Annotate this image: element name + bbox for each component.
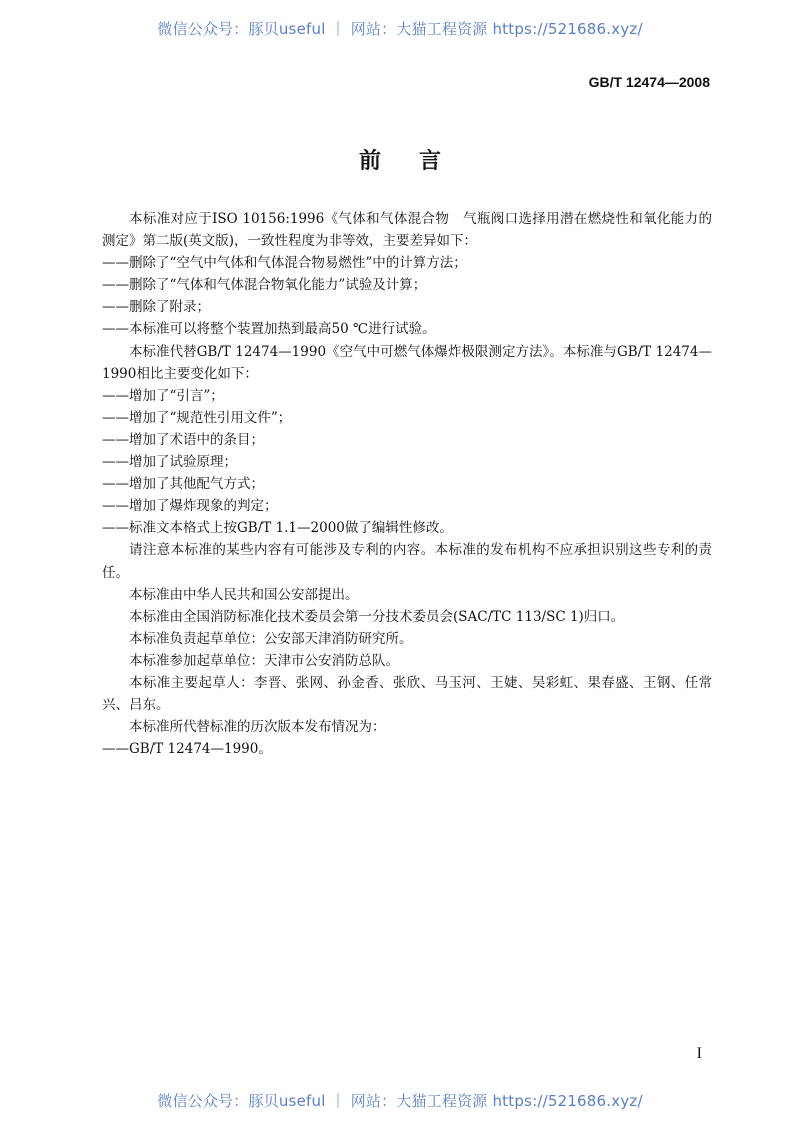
list-item: ——增加了术语中的条目； (102, 431, 264, 448)
document-body (102, 208, 712, 760)
list-item: ——删除了“气体和气体混合物氧化能力”试验及计算； (102, 277, 427, 294)
list-item: ——增加了试验原理； (102, 454, 237, 471)
paragraph: 本标准由中华人民共和国公安部提出。 (129, 586, 359, 603)
paragraph: 本标准负责起草单位：公安部天津消防研究所。 (129, 630, 413, 647)
standard-code: GB/T 12474—2008 (588, 74, 710, 90)
list-item: ——GB/T 12474—1990。 (102, 741, 272, 758)
paragraph: 本标准主要起草人：李晋、张网、孙金香、张欣、马玉河、王婕、吴彩虹、果春盛、王钢、任常兴、吕东。 (102, 674, 712, 714)
paragraph: 本标准代替GB/T 12474—1990《空气中可燃气体爆炸极限测定方法》。本标准与GB/T 12474—1990相比主要变化如下： (102, 343, 712, 382)
paragraph: 本标准对应于ISO 10156:1996《气体和气体混合物 气瓶阀口选择用潜在燃烧性和氧化能力的测定》第二版(英文版)，一致性程度为非等效，主要差异如下： (102, 211, 712, 250)
page-number: I (696, 1045, 702, 1062)
paragraph: 请注意本标准的某些内容有可能涉及专利的内容。本标准的发布机构不应承担识别这些专利的责任。 (102, 542, 712, 581)
paragraph: 本标准由全国消防标准化技术委员会第一分技术委员会(SAC/TC 113/SC 1)归口。 (129, 608, 625, 625)
list-item: ——增加了“引言”； (102, 387, 224, 404)
watermark-bottom: 微信公众号：豚贝useful ｜ 网站：大猫工程资源 https://521686.xyz/ (157, 1092, 643, 1110)
list-item: ——增加了爆炸现象的判定； (102, 498, 278, 515)
list-item: ——本标准可以将整个装置加热到最高50 ℃进行试验。 (102, 321, 436, 338)
paragraph: 本标准参加起草单位：天津市公安消防总队。 (129, 652, 399, 669)
list-item: ——增加了其他配气方式； (102, 476, 264, 493)
list-item: ——标准文本格式上按GB/T 1.1—2000做了编辑性修改。 (102, 520, 453, 537)
paragraph: 本标准所代替标准的历次版本发布情况为： (129, 719, 386, 736)
list-item: ——增加了“规范性引用文件”； (102, 409, 292, 426)
list-item: ——删除了附录； (102, 299, 210, 316)
list-item: ——删除了“空气中气体和气体混合物易燃性”中的计算方法； (102, 255, 467, 272)
watermark-top: 微信公众号：豚贝useful ｜ 网站：大猫工程资源 https://521686.xyz/ (157, 20, 643, 38)
page-title: 前言 (358, 149, 479, 174)
